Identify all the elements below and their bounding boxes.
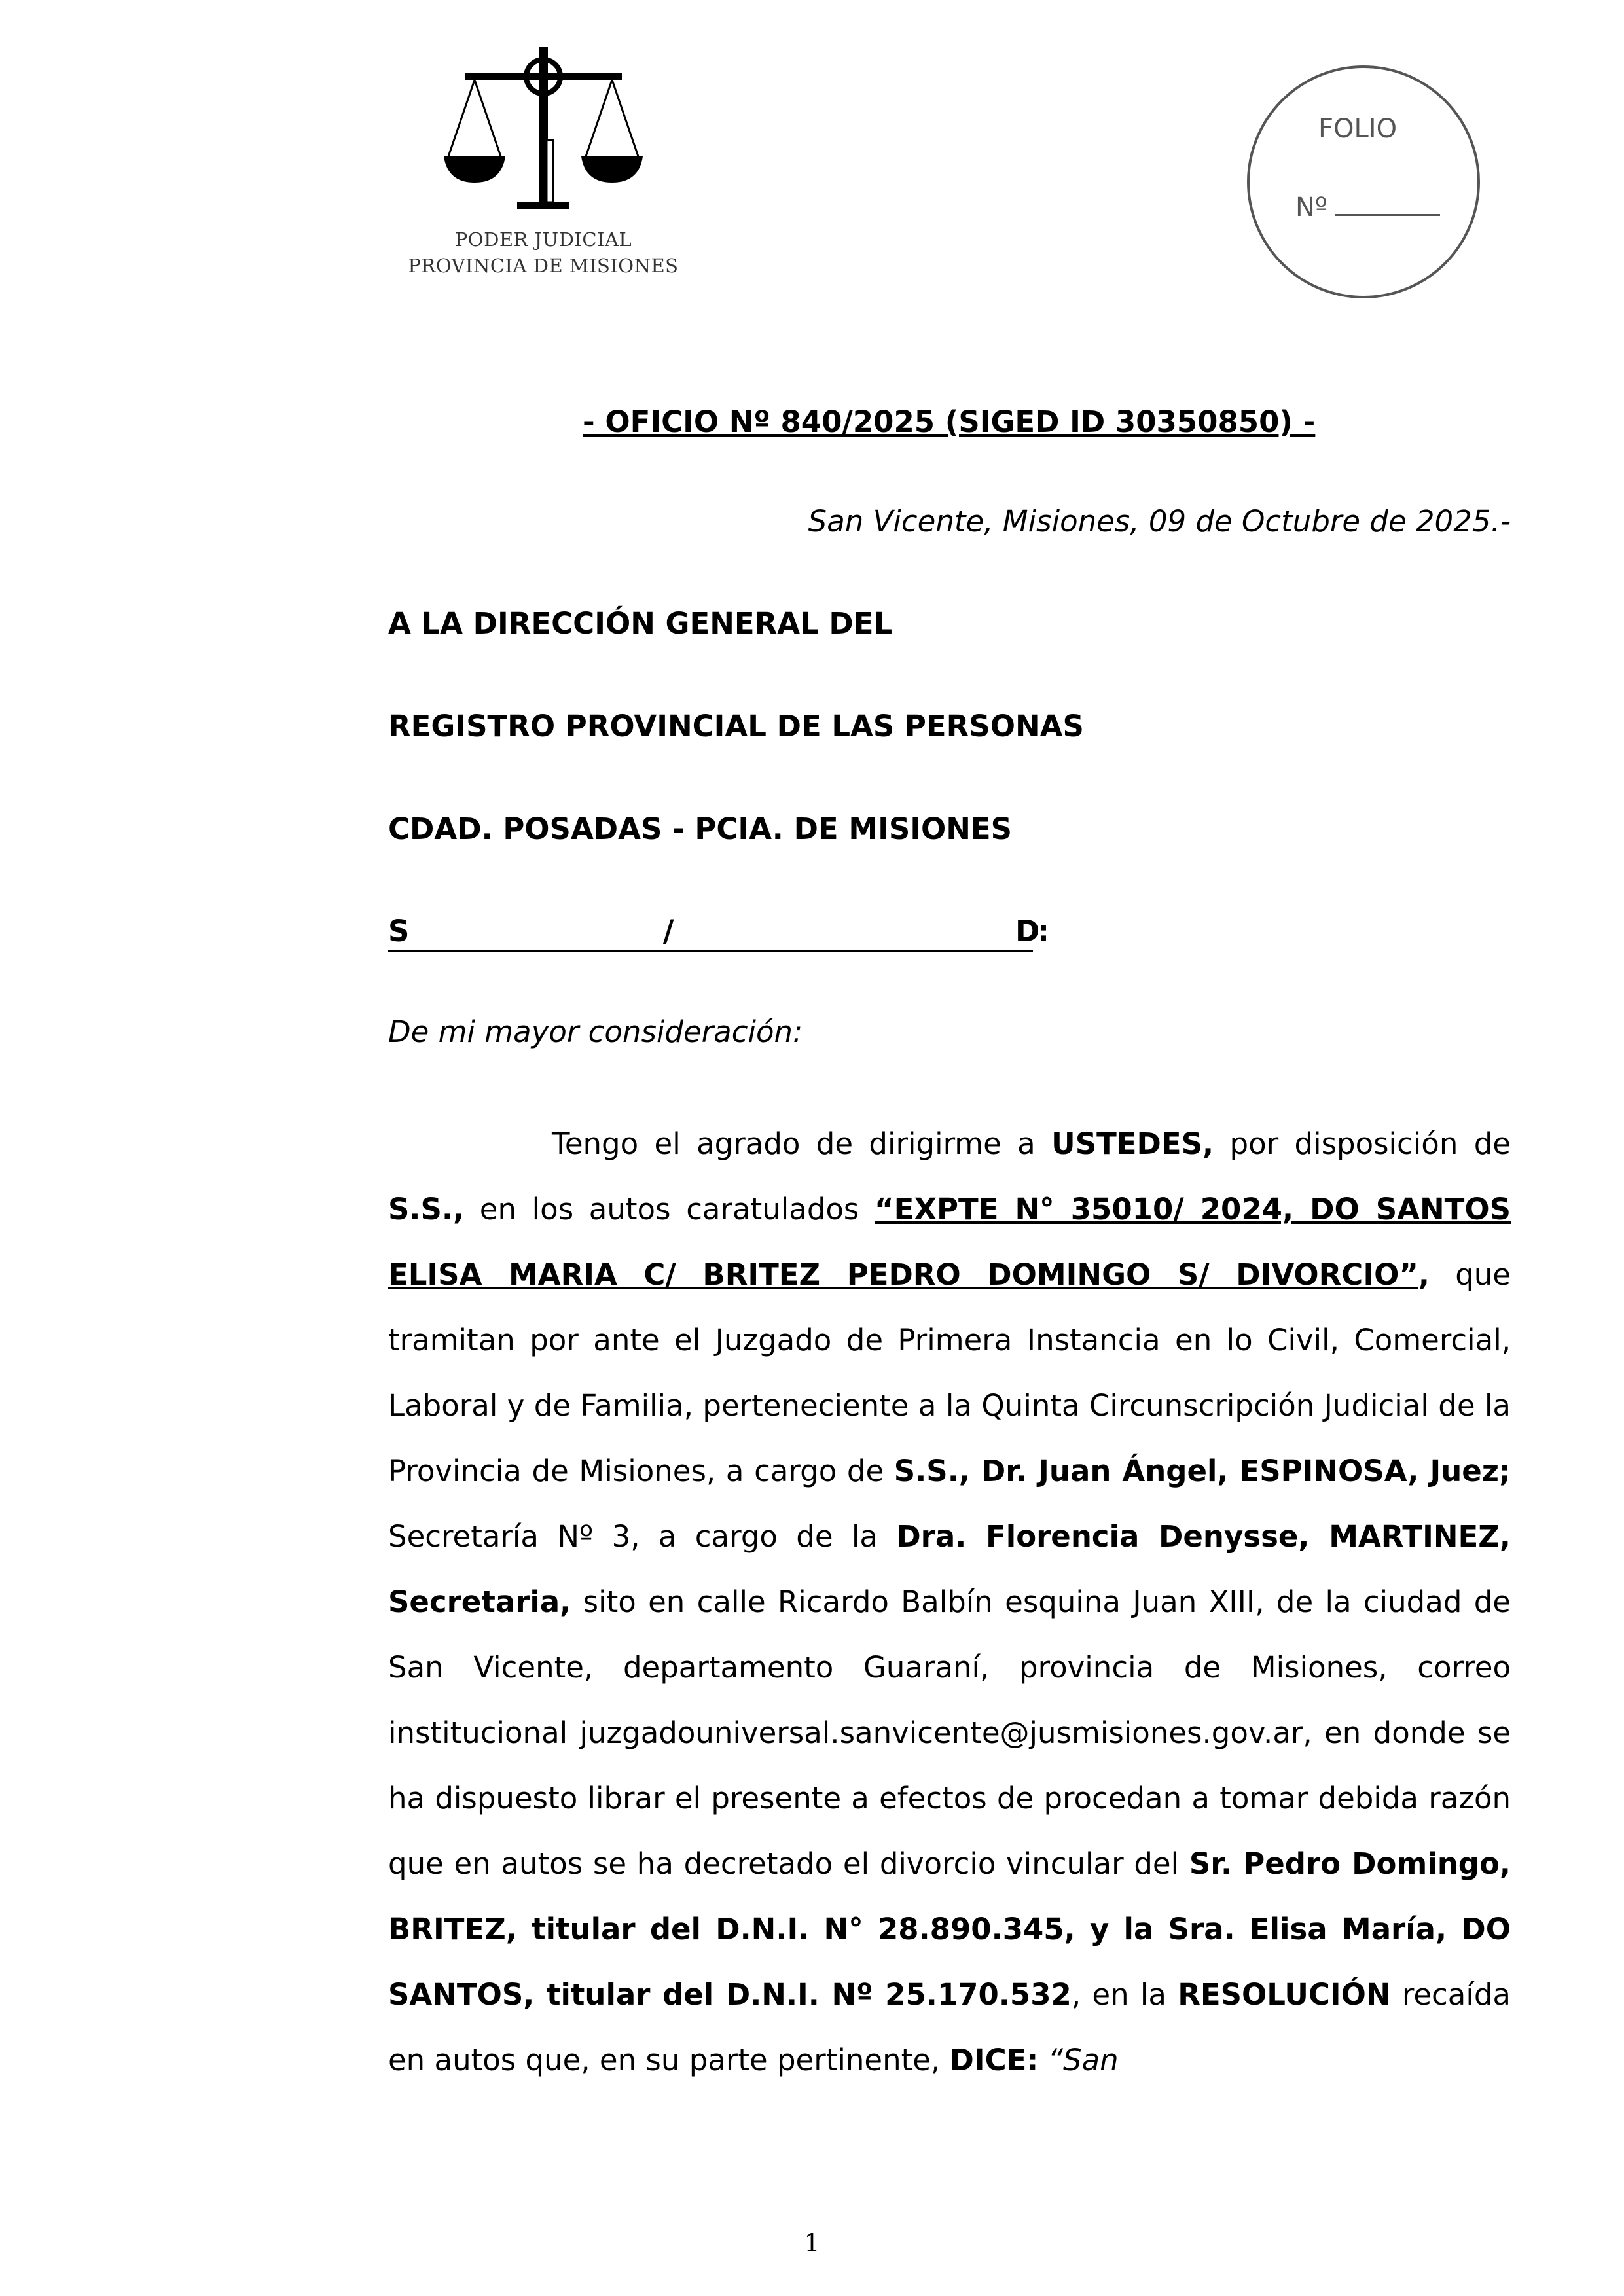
body-text-segment: Tengo el agrado de dirigirme a [552, 1126, 1052, 1161]
page-number: 1 [804, 2229, 820, 2257]
folio-number-blank [1335, 214, 1440, 216]
sd-line [388, 914, 1049, 953]
recipient-line-2: REGISTRO PROVINCIAL DE LAS PERSONAS [388, 709, 1084, 744]
quote-start: “San [1047, 2043, 1119, 2077]
sd-s: S [388, 914, 410, 948]
folio-number-label: Nº [1295, 192, 1327, 223]
sd-colon: : [1038, 914, 1049, 948]
folio-number [1295, 192, 1440, 223]
body-text-segment: que tramitan por ante el Juzgado de Primera Instancia en lo Civil, Comercial, Laboral y de Familia, perteneciente a la Quinta Circunscripción Judicial de la Provincia de Misiones, a cargo de [388, 1257, 1511, 1488]
greeting: De mi mayor consideración: [388, 1014, 803, 1049]
body-paragraph [388, 1111, 1511, 2093]
body-bold-segment: S.S., [388, 1192, 465, 1227]
recipient-line-1: A LA DIRECCIÓN GENERAL DEL [388, 606, 893, 641]
body-text-segment: sito en calle Ricardo Balbín esquina Juan XIII, de la ciudad de San Vicente, departamento Guaraní, provincia de Misiones, correo institucional juzgadouniversal.sanvicente@jusmisiones.gov.ar, en donde se ha dispuesto librar el presente a efectos de procedan a tomar debida razón que en autos se ha decretado el divorcio vincular del [388, 1585, 1511, 1881]
date-line: San Vicente, Misiones, 09 de Octubre de 2025.- [808, 504, 1511, 539]
body-bold-segment: USTEDES, [1051, 1126, 1214, 1161]
body-text-segment: recaída en autos que, en su parte pertinente, [388, 1977, 1511, 2077]
document-title: - OFICIO Nº 840/2025 (SIGED ID 30350850) - [583, 404, 1316, 439]
court-logo [406, 42, 681, 291]
judge-name: S.S., Dr. Juan Ángel, ESPINOSA, Juez; [893, 1454, 1511, 1488]
body-text-segment: Secretaría Nº 3, a cargo de la [388, 1519, 897, 1554]
case-title: “EXPTE N° 35010/ 2024, DO SANTOS ELISA MARIA C/ BRITEZ PEDRO DOMINGO S/ DIVORCIO” [388, 1192, 1511, 1292]
logo-line-1: PODER JUDICIAL [454, 228, 632, 251]
parties-names: Sr. Pedro Domingo, BRITEZ, titular del D.N.I. N° 28.890.345, y la Sra. Elisa María, DO SANTOS, titular del D.N.I. Nº 25.170.532 [388, 1846, 1511, 2012]
sd-underline [388, 950, 1033, 952]
folio-label: FOLIO [1318, 114, 1398, 144]
body-bold-segment: RESOLUCIÓN [1178, 1977, 1391, 2012]
body-text-segment: por disposición de [1214, 1126, 1511, 1161]
body-text-segment [1038, 2043, 1047, 2077]
body-text-segment: en los autos caratulados [464, 1192, 875, 1227]
sd-d: D [1015, 914, 1040, 948]
recipient-line-3: CDAD. POSADAS - PCIA. DE MISIONES [388, 812, 1013, 846]
body-text-segment: , en la [1071, 1977, 1178, 2012]
logo-line-2: PROVINCIA DE MISIONES [408, 255, 679, 277]
scales-of-justice-icon [439, 42, 648, 219]
folio-stamp [1247, 65, 1480, 298]
body-bold-segment: , [1418, 1257, 1430, 1292]
secretary-name: Dra. Florencia Denysse, MARTINEZ, Secretaria, [388, 1519, 1511, 1619]
sd-slash: / [663, 914, 674, 948]
body-bold-segment: DICE: [949, 2043, 1039, 2077]
